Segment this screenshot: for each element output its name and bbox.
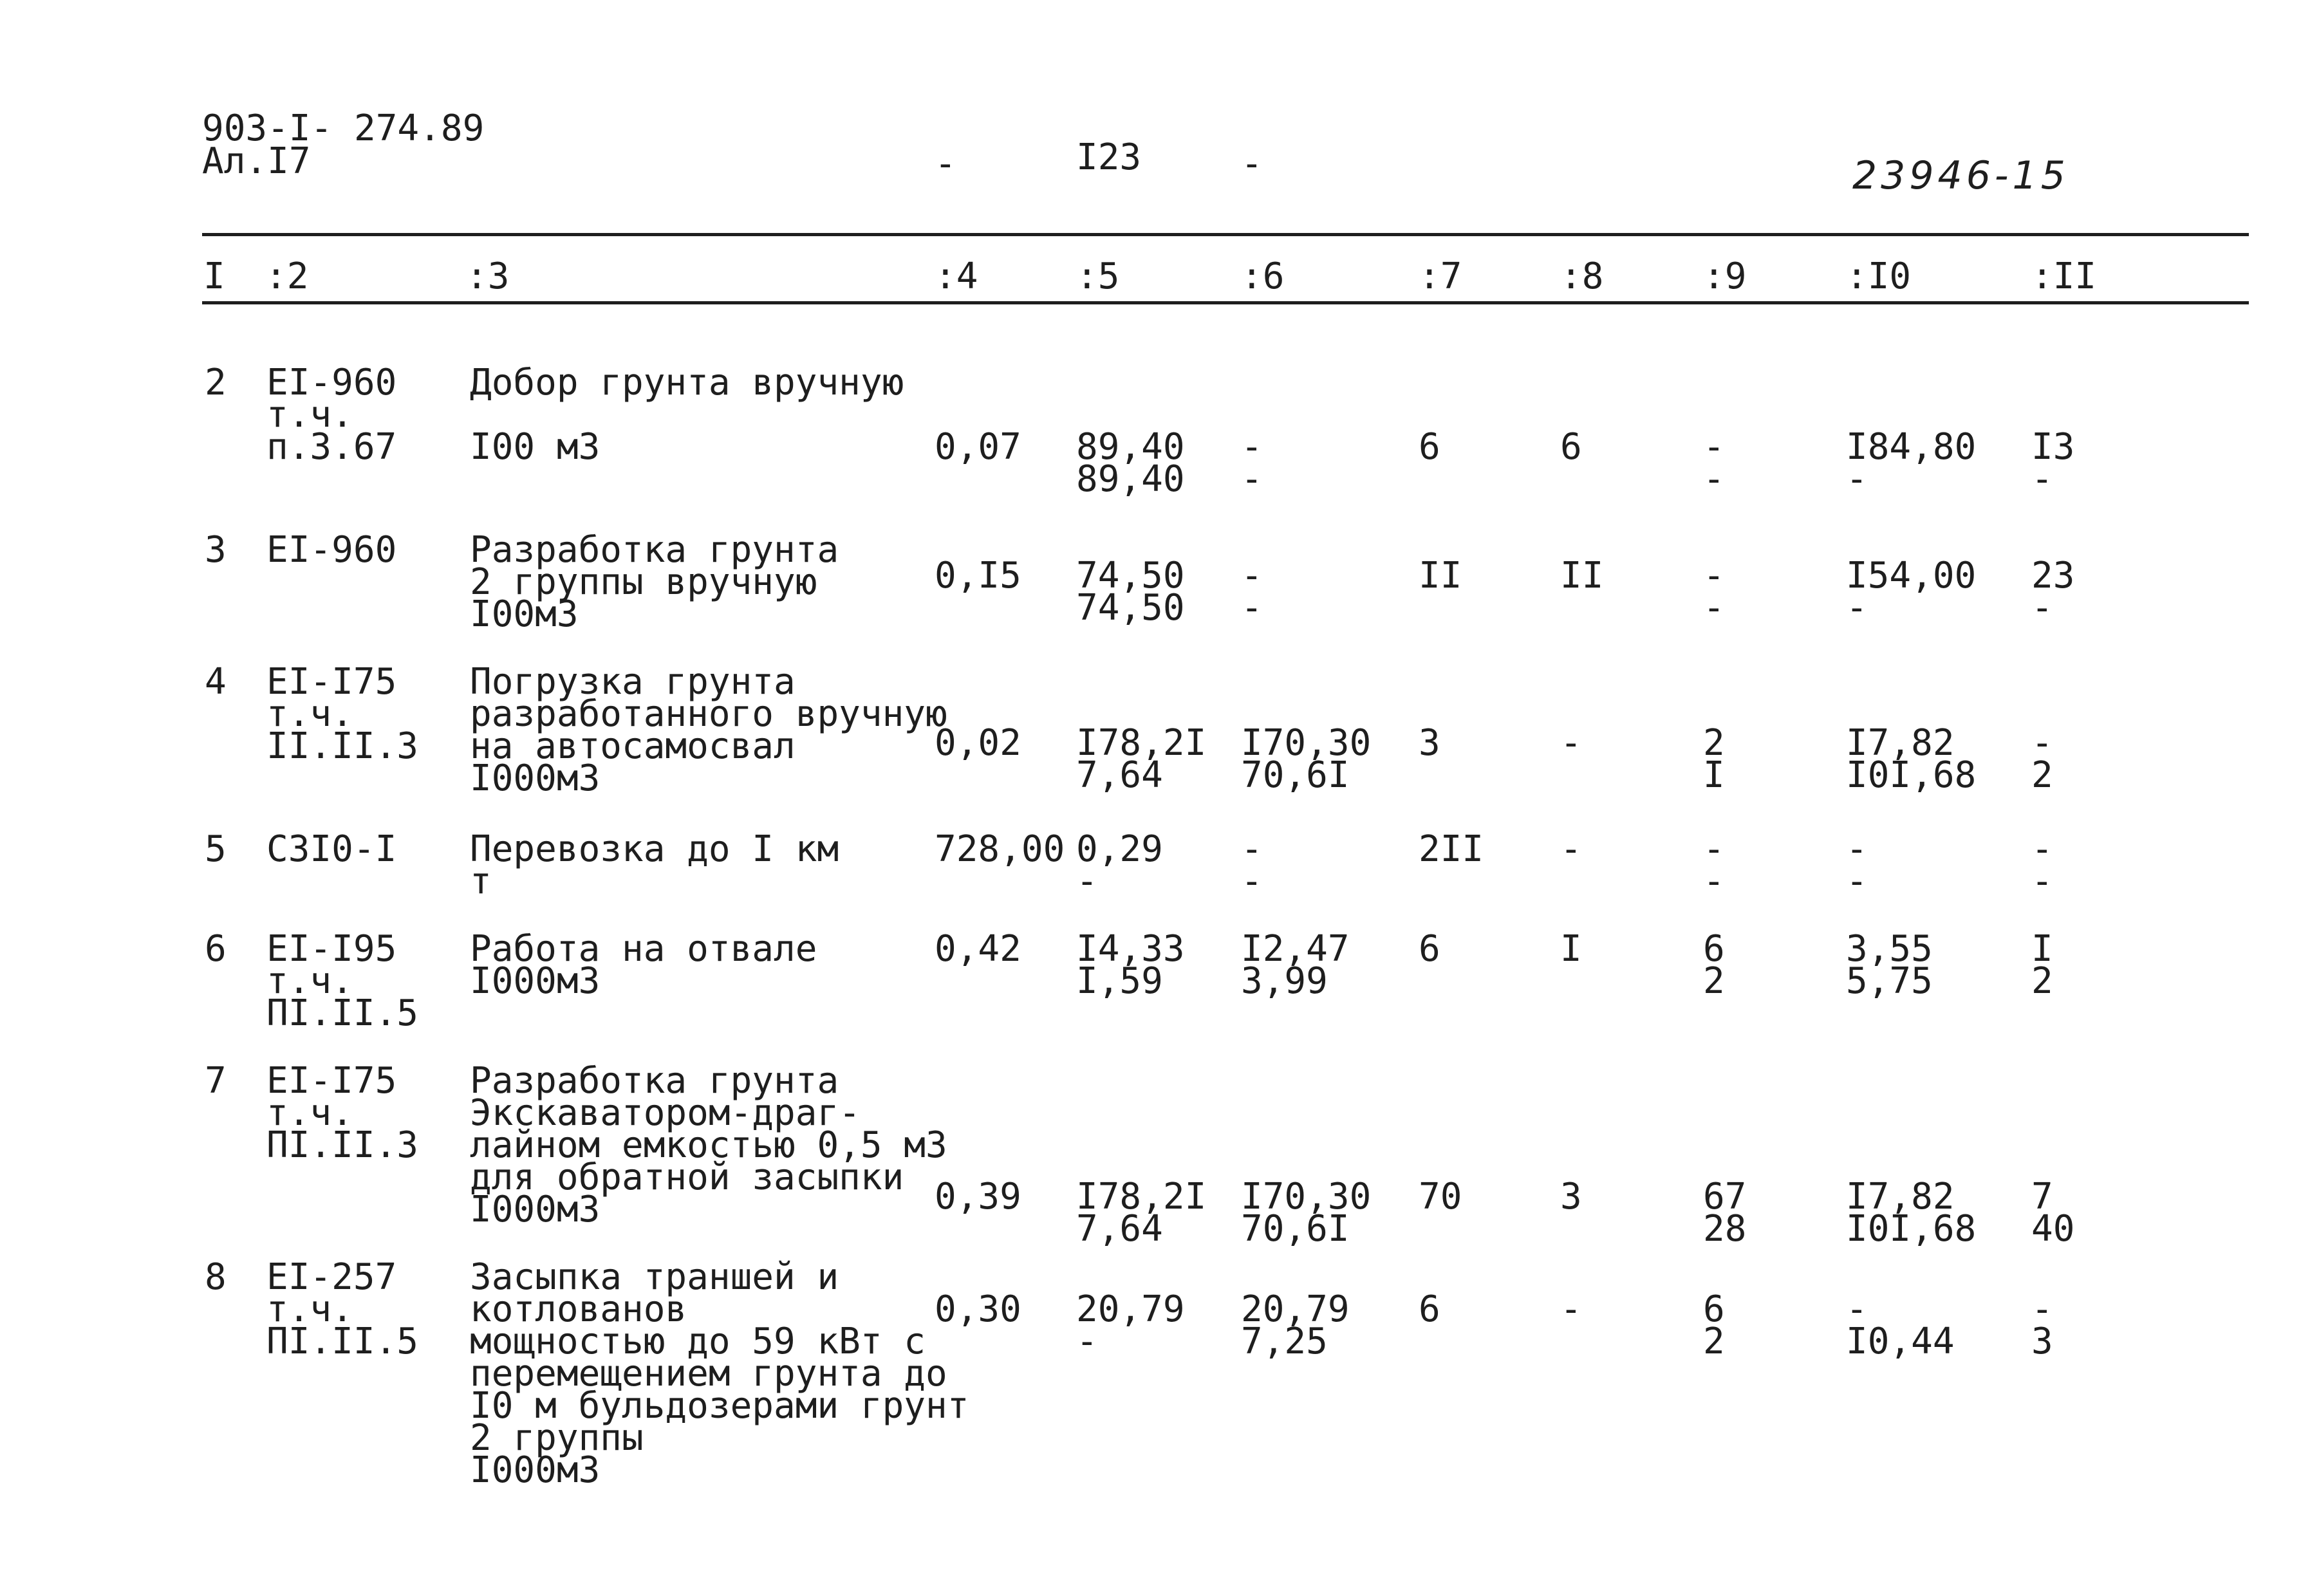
quantity-cell: 728,00	[935, 828, 1065, 870]
norm-code: С3I0-I	[266, 828, 397, 870]
work-description: 2 группы	[470, 1417, 644, 1459]
work-description: Перевозка до I км	[470, 828, 839, 870]
work-description: Погрузка грунта	[470, 661, 796, 703]
value-cell-c10: I0I,68	[1846, 1208, 1977, 1250]
value-cell-c9: 67	[1703, 1176, 1747, 1218]
value-cell-c6: -	[1241, 458, 1263, 500]
row-number: 5	[205, 828, 227, 870]
value-cell-c11: -	[2031, 860, 2053, 902]
value-cell-c10: -	[1846, 1288, 1868, 1330]
value-cell-c7: II	[1419, 555, 1462, 597]
value-cell-c6: 7,25	[1241, 1321, 1328, 1362]
column-header-10: :I0	[1846, 255, 1912, 297]
work-description: I0 м бульдозерами грунт	[470, 1385, 969, 1427]
value-cell-c5: 74,50	[1076, 587, 1185, 629]
work-description: I000м3	[470, 757, 601, 799]
norm-code: ПI.II.3	[266, 1124, 419, 1166]
column-header-6: :6	[1241, 255, 1285, 297]
value-cell-c11: -	[2031, 458, 2053, 500]
value-cell-c5: 89,40	[1076, 458, 1185, 500]
value-cell-c5: -	[1076, 1321, 1098, 1362]
value-cell-c6: -	[1241, 587, 1263, 629]
value-cell-c11: 3	[2031, 1321, 2053, 1362]
norm-code: EI-I75	[266, 1060, 397, 1102]
row-number: 4	[205, 661, 227, 703]
column-header-7: :7	[1419, 255, 1462, 297]
value-cell-c8: -	[1560, 828, 1582, 870]
page-number: I23	[1076, 136, 1142, 178]
column-header-3: :3	[466, 255, 510, 297]
value-cell-c6: 20,79	[1241, 1288, 1350, 1330]
row-number: 7	[205, 1060, 227, 1102]
work-description: мощностью до 59 кВт с	[470, 1321, 926, 1362]
value-cell-c8: II	[1560, 555, 1604, 597]
quantity-cell: 0,07	[935, 426, 1021, 468]
value-cell-c9: -	[1703, 860, 1725, 902]
value-cell-c5: 7,64	[1076, 754, 1163, 796]
value-cell-c10: I0,44	[1846, 1321, 1955, 1362]
value-cell-c11: 2	[2031, 960, 2053, 1002]
value-cell-c6: I2,47	[1241, 928, 1350, 970]
value-cell-c8: 3	[1560, 1176, 1582, 1218]
value-cell-c10: -	[1846, 458, 1868, 500]
column-header-5: :5	[1076, 255, 1120, 297]
norm-code: т.ч.	[266, 1288, 353, 1330]
work-description: I000м3	[470, 1449, 601, 1491]
quantity-cell: 0,I5	[935, 555, 1021, 597]
value-cell-c10: -	[1846, 587, 1868, 629]
value-cell-c6: 3,99	[1241, 960, 1328, 1002]
value-cell-c10: -	[1846, 860, 1868, 902]
column-header-9: :9	[1703, 255, 1747, 297]
work-description: разработанного вручную	[470, 693, 947, 735]
norm-code: EI-I95	[266, 928, 397, 970]
work-description: Экскаватором-драг-	[470, 1092, 861, 1134]
row-number: 8	[205, 1256, 227, 1298]
value-cell-c7: 6	[1419, 928, 1440, 970]
value-cell-c9: -	[1703, 587, 1725, 629]
value-cell-c6: -	[1241, 555, 1263, 597]
row-number: 2	[205, 362, 227, 404]
value-cell-c6: I70,30	[1241, 722, 1372, 764]
norm-code: т.ч.	[266, 960, 353, 1002]
value-cell-c9: 6	[1703, 928, 1725, 970]
value-cell-c9: 2	[1703, 1321, 1725, 1362]
page-dash-right: -	[1241, 143, 1263, 185]
value-cell-c9: I	[1703, 754, 1725, 796]
column-header-2: :2	[265, 255, 309, 297]
value-cell-c11: I3	[2031, 426, 2075, 468]
value-cell-c10: 5,75	[1846, 960, 1933, 1002]
value-cell-c8: 6	[1560, 426, 1582, 468]
value-cell-c6: -	[1241, 828, 1263, 870]
value-cell-c10: 3,55	[1846, 928, 1933, 970]
norm-code: п.3.67	[266, 426, 397, 468]
row-number: 6	[205, 928, 227, 970]
value-cell-c11: -	[2031, 828, 2053, 870]
norm-code: EI-I75	[266, 661, 397, 703]
sheet-code: 903-I- 274.89	[202, 107, 485, 149]
value-cell-c5: 74,50	[1076, 555, 1185, 597]
value-cell-c7: 2II	[1419, 828, 1484, 870]
value-cell-c9: -	[1703, 426, 1725, 468]
work-description: Разработка грунта	[470, 1060, 839, 1102]
norm-code: ПI.II.5	[266, 992, 419, 1034]
norm-code: II.II.3	[266, 725, 419, 767]
value-cell-c11: I	[2031, 928, 2053, 970]
value-cell-c11: -	[2031, 1288, 2053, 1330]
work-description: лайном емкостью 0,5 м3	[470, 1124, 947, 1166]
quantity-cell: 0,30	[935, 1288, 1021, 1330]
value-cell-c9: 6	[1703, 1288, 1725, 1330]
page-dash-left: -	[935, 143, 956, 185]
value-cell-c11: -	[2031, 587, 2053, 629]
value-cell-c10: I0I,68	[1846, 754, 1977, 796]
value-cell-c10: I54,00	[1846, 555, 1977, 597]
album-number: Ал.I7	[202, 140, 311, 182]
value-cell-c5: 0,29	[1076, 828, 1163, 870]
value-cell-c6: I70,30	[1241, 1176, 1372, 1218]
quantity-cell: 0,42	[935, 928, 1021, 970]
work-description: котлованов	[470, 1288, 687, 1330]
value-cell-c7: 70	[1419, 1176, 1462, 1218]
value-cell-c11: 2	[2031, 754, 2053, 796]
value-cell-c9: 28	[1703, 1208, 1747, 1250]
work-description: Разработка грунта	[470, 529, 839, 571]
value-cell-c5: -	[1076, 860, 1098, 902]
value-cell-c11: 7	[2031, 1176, 2053, 1218]
column-header-1: I	[203, 255, 225, 297]
value-cell-c9: 2	[1703, 722, 1725, 764]
value-cell-c9: -	[1703, 458, 1725, 500]
value-cell-c10: I7,82	[1846, 722, 1955, 764]
value-cell-c11: 23	[2031, 555, 2075, 597]
column-header-4: :4	[935, 255, 978, 297]
value-cell-c6: -	[1241, 426, 1263, 468]
norm-code: т.ч.	[266, 394, 353, 436]
value-cell-c6: 70,6I	[1241, 754, 1350, 796]
work-description: на автосамосвал	[470, 725, 796, 767]
norm-code: т.ч.	[266, 693, 353, 735]
column-header-8: :8	[1560, 255, 1604, 297]
norm-code: ПI.II.5	[266, 1321, 419, 1362]
work-description: I000м3	[470, 1189, 601, 1230]
value-cell-c11: -	[2031, 722, 2053, 764]
work-description: I00м3	[470, 593, 579, 635]
value-cell-c7: 6	[1419, 1288, 1440, 1330]
unit-of-measure: I00 м3	[470, 426, 601, 468]
work-description: Засыпка траншей и	[470, 1256, 839, 1298]
value-cell-c11: 40	[2031, 1208, 2075, 1250]
work-description: 2 группы вручную	[470, 561, 817, 603]
value-cell-c8: I	[1560, 928, 1582, 970]
value-cell-c5: 7,64	[1076, 1208, 1163, 1250]
norm-code: EI-960	[266, 362, 397, 404]
quantity-cell: 0,02	[935, 722, 1021, 764]
work-description: Работа на отвале	[470, 928, 817, 970]
value-cell-c10: -	[1846, 828, 1868, 870]
norm-code: т.ч.	[266, 1092, 353, 1134]
header-bottom-rule	[202, 301, 2249, 304]
inventory-stamp: 23946-15	[1852, 153, 2069, 198]
value-cell-c10: I7,82	[1846, 1176, 1955, 1218]
work-description: для обратной засыпки	[470, 1156, 904, 1198]
value-cell-c5: I4,33	[1076, 928, 1185, 970]
work-description: Добор грунта вручную	[470, 362, 904, 404]
norm-code: EI-960	[266, 529, 397, 571]
work-description: перемещением грунта до	[470, 1353, 947, 1395]
value-cell-c10: I84,80	[1846, 426, 1977, 468]
row-number: 3	[205, 529, 227, 571]
column-header-11: :II	[2031, 255, 2097, 297]
norm-code: EI-257	[266, 1256, 397, 1298]
value-cell-c7: 3	[1419, 722, 1440, 764]
value-cell-c5: I78,2I	[1076, 1176, 1207, 1218]
value-cell-c5: I78,2I	[1076, 722, 1207, 764]
value-cell-c9: -	[1703, 555, 1725, 597]
work-description: I000м3	[470, 960, 601, 1002]
value-cell-c9: 2	[1703, 960, 1725, 1002]
value-cell-c5: I,59	[1076, 960, 1163, 1002]
value-cell-c5: 89,40	[1076, 426, 1185, 468]
value-cell-c9: -	[1703, 828, 1725, 870]
value-cell-c8: -	[1560, 1288, 1582, 1330]
header-top-rule	[202, 233, 2249, 236]
quantity-cell: 0,39	[935, 1176, 1021, 1218]
value-cell-c5: 20,79	[1076, 1288, 1185, 1330]
value-cell-c6: -	[1241, 860, 1263, 902]
value-cell-c7: 6	[1419, 426, 1440, 468]
work-description: т	[470, 860, 492, 902]
value-cell-c8: -	[1560, 722, 1582, 764]
value-cell-c6: 70,6I	[1241, 1208, 1350, 1250]
